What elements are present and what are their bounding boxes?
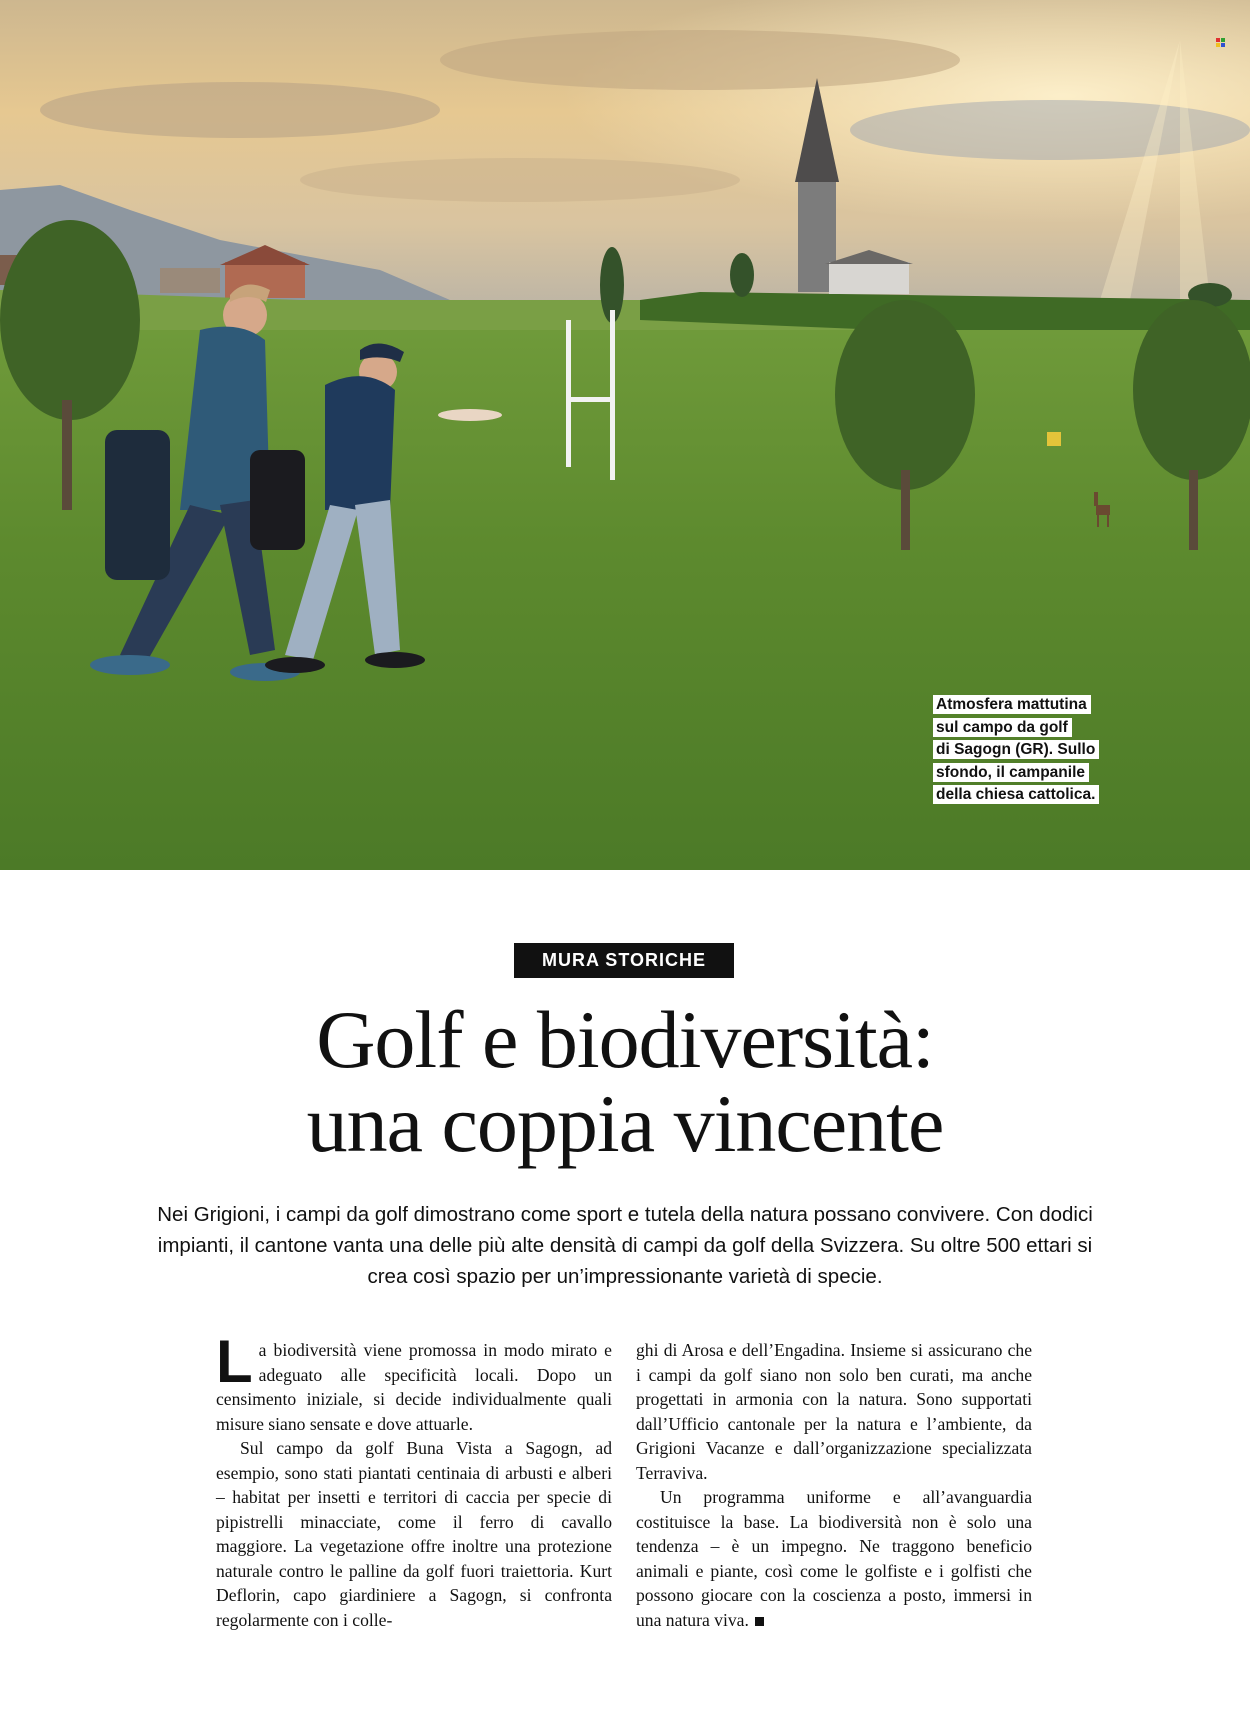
paragraph-text: Un programma uniforme e all’avanguardia costituisce la base. La biodiversità non è solo una tendenza – è un impegno. Ne traggono beneficio animali e piante, così come le golfiste e i golfisti che possono giocare con la coscienza a posto, immersi in una natura viva. bbox=[636, 1487, 1032, 1630]
caption-line-1: Atmosfera mattutina bbox=[933, 695, 1091, 714]
body-column-2 bbox=[636, 1338, 1032, 1632]
headline-line-1: Golf e biodiversità: bbox=[316, 994, 934, 1085]
body-paragraph: ghi di Arosa e dell’Engadina. Insieme si assicurano che i campi da golf siano non solo ben curati, ma anche progettati in armonia con la natura. Sono supportati dall’Ufficio cantonale per la natura e l’ambiente, da Grigioni Vacanze e dall’organizzazione specializzata Terraviva. bbox=[636, 1340, 1032, 1483]
end-mark-icon bbox=[755, 1617, 764, 1626]
registration-marks-icon bbox=[1216, 34, 1225, 43]
paragraph-text: a biodiversità viene promossa in modo mirato e adeguato alle specificità locali. Dopo un censimento iniziale, si decide individualmente quali misure siano sensate e dove attuarle. bbox=[216, 1340, 612, 1434]
caption-line-3: di Sagogn (GR). Sullo bbox=[933, 740, 1099, 759]
caption-line-5: della chiesa cattolica. bbox=[933, 785, 1099, 804]
article-lead: Nei Grigioni, i campi da golf dimostrano come sport e tutela della natura possano convivere. Con dodici impianti, il cantone vanta una delle più alte densità di campi da golf della Svizzera. Su oltre 500 ettari si crea così spazio per un’impressionante varietà di specie. bbox=[157, 1203, 1093, 1288]
body-paragraph: Sul campo da golf Buna Vista a Sagogn, ad esempio, sono stati piantati centinaia di arbusti e alberi – habitat per insetti e territori di caccia per specie di pipistrelli minacciate, come il ferro di cavallo maggiore. La vegetazione offre inoltre una protezione naturale contro le palline da golf fuori traiettoria. Kurt Deflorin, capo giardiniere a Sagogn, si confronta regolarmente con i colle- bbox=[216, 1438, 612, 1630]
photo-caption bbox=[933, 694, 1103, 807]
body-paragraph bbox=[216, 1328, 612, 1436]
headline-line-2: una coppia vincente bbox=[306, 1078, 944, 1169]
drop-cap: L bbox=[216, 1328, 253, 1395]
section-kicker: MURA STORICHE bbox=[514, 943, 734, 978]
caption-line-4: sfondo, il campanile bbox=[933, 763, 1089, 782]
body-paragraph bbox=[636, 1485, 1032, 1632]
body-column-1 bbox=[216, 1328, 612, 1632]
article-headline bbox=[0, 994, 1250, 1169]
caption-line-2: sul campo da golf bbox=[933, 718, 1072, 737]
